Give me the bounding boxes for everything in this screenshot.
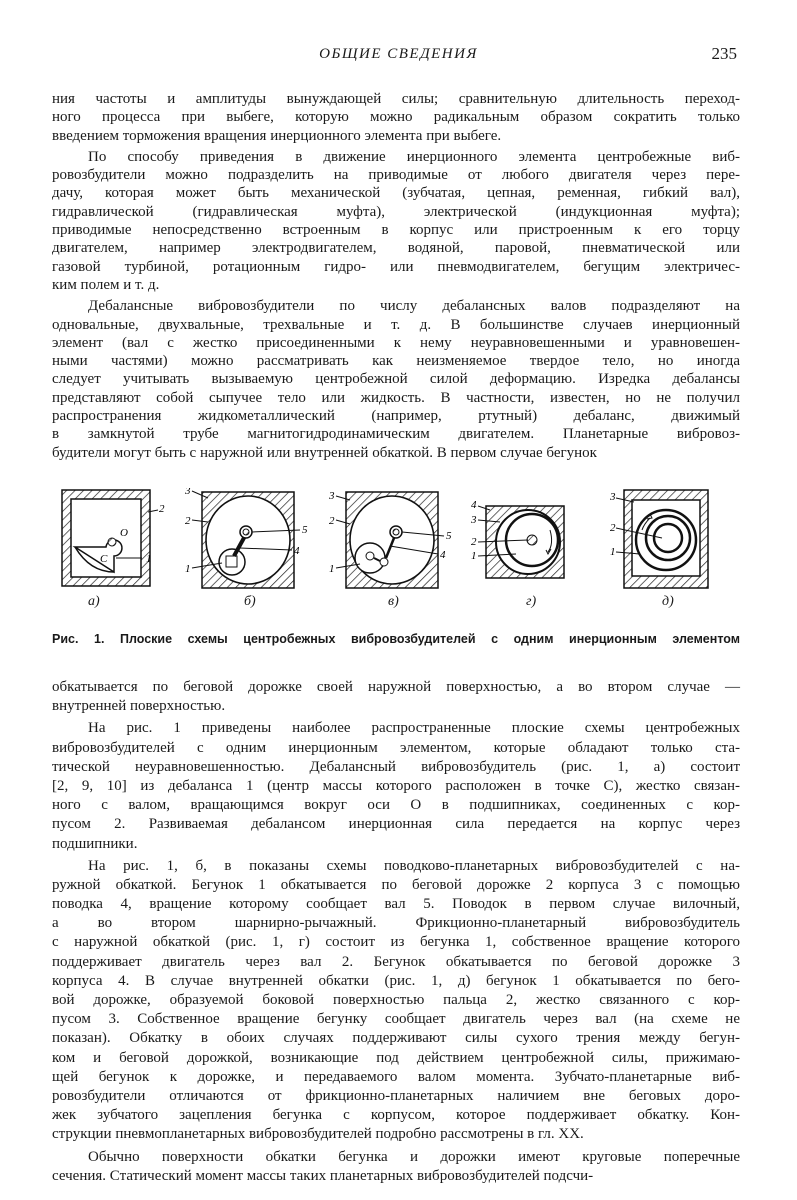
- label-3: 3: [471, 514, 477, 526]
- label-1: 1: [329, 563, 335, 575]
- text-line: Дебалансные вибровозбудители по числу дебалансных валов подразделяют на: [88, 298, 740, 315]
- text-line: ного процесса при выбеге, которую можно радикальным образом сократить только: [52, 109, 740, 126]
- text-line: дачу, которая может быть механической (зубчатая, цепная, ременная, гибкий вал),: [52, 185, 740, 202]
- label-2: 2: [185, 515, 191, 527]
- subfigure-label-g: г): [526, 594, 537, 609]
- text-line: гидравлической (гидравлическая муфта), электрической (индукционная муфта);: [52, 203, 740, 220]
- paragraph: [52, 90, 740, 145]
- label-5: 5: [446, 530, 452, 542]
- label-4: 4: [294, 545, 300, 557]
- text-line: с наружной обкаткой (рис. 1, г) состоит из бегунка 1, собственное вращение которого: [52, 934, 740, 951]
- label-1: 1: [471, 550, 477, 562]
- text-line: введением торможения вращения инерционного элемента при выбеге.: [52, 127, 502, 144]
- figure-caption: Рис. 1. Плоские схемы центробежных вибровозбудителей с одним инерционным элементом: [52, 632, 740, 646]
- text-line: обкатывается по беговой дорожке своей наружной поверхностью, а во втором случае —: [52, 679, 740, 695]
- text-line: двигателем, например электродвигателем, водяной, паровой, пневматической или: [52, 240, 740, 257]
- figure-panel-d: [610, 488, 720, 590]
- text-line: Обычно поверхности обкатки бегунка и дорожки имеют круговые поперечные: [88, 1148, 740, 1165]
- label-3: 3: [329, 490, 335, 502]
- text-line: внутренней поверхностью.: [52, 698, 226, 715]
- text-line: а во втором шарнирно-рычажный. Фрикционно-планетарный вибровозбудитель: [52, 915, 740, 932]
- figure-panel-b: [182, 488, 317, 590]
- text-line: пусом 2. Развиваемая дебалансом инерционная сила передается на корпус через: [52, 816, 740, 833]
- text-line: показан). Обкатку в обоих случаях поддерживают силы сухого трения между бегун-: [52, 1030, 740, 1047]
- text-line: в замкнутой трубе магнитогидродинамическим двигателем. Планетарные вибровоз-: [52, 426, 740, 443]
- label-2: 2: [329, 515, 335, 527]
- text-line: поводка 4, вращение которому сообщает вал 5. Поводок в первом случае вилочный,: [52, 896, 740, 913]
- text-line: ного с валом, вращающимся вокруг оси О в подшипниках, соединенных с кор-: [52, 797, 740, 814]
- label-5: 5: [302, 524, 308, 536]
- text-line: представляют собой сыпучее тело или жидкость. В частности, известен, но не получил: [52, 389, 740, 406]
- text-line: газовой турбиной, ротационным гидро- или пневмодвигателем, бегущим электричес-: [52, 258, 740, 275]
- text-line: ружной обкаткой. Бегунок 1 обкатывается по беговой дорожке 2 корпуса 3 с помощью: [52, 876, 740, 893]
- text-line: На рис. 1, б, в показаны схемы поводково-планетарных вибровозбудителей с на-: [88, 857, 740, 874]
- text-line: ными частями) можно рассматривать как неизменяемое твердое тело, но иногда: [52, 353, 740, 370]
- subfigure-label-v: в): [388, 594, 399, 609]
- label-2: 2: [610, 522, 616, 534]
- label-1: 1: [610, 546, 616, 558]
- text-line: вибровозбудителей с одним инерционным элементом, которые обладают только ста-: [52, 739, 740, 756]
- paragraph: [52, 719, 740, 853]
- text-line: тической неуравновешенностью. Дебалансный вибровозбудитель (рис. 1, а) состоит: [52, 758, 740, 775]
- label-3: 3: [185, 488, 191, 497]
- text-line: одновальные, двухвальные, трехвальные и т. д. В большинстве случаев инерционный: [52, 316, 740, 333]
- label-4: 4: [440, 549, 446, 561]
- text-line: вой дорожке, образуемой боковой поверхностью пальца 2, жестко связанного с кор-: [52, 992, 740, 1008]
- figure-panel-a: [60, 488, 170, 588]
- subfigure-label-d: д): [662, 594, 674, 609]
- text-line: ровозбудители отличаются от фрикционно-планетарных наличием вне беговых доро-: [52, 1087, 740, 1104]
- text-line: корпуса 4. В случае внутренней обкатки (рис. 1, д) бегунок 1 обкатывается по бего-: [52, 972, 740, 989]
- text-line: По способу приведения в движение инерционного элемента центробежные виб-: [88, 148, 740, 165]
- text-line: распространения жидкометаллический (например, ртутный) дебаланс, движимый: [52, 408, 740, 425]
- text-line: ким полем и т. д.: [52, 276, 160, 293]
- paragraph: [52, 678, 740, 716]
- text-line: На рис. 1 приведены наиболее распространенные плоские схемы центробежных: [88, 720, 740, 737]
- page-number: 235: [711, 44, 737, 63]
- paragraph: [52, 857, 740, 1145]
- text-line: ния частоты и амплитуды вынуждающей силы; сравнительную длительность переход-: [52, 91, 740, 107]
- paragraph: [52, 297, 740, 462]
- paragraph: [52, 148, 740, 294]
- text-line: поддерживает двигатель через вал 2. Бегунок обкатывается по беговой дорожке 3: [52, 953, 740, 970]
- label-O: О: [120, 527, 128, 539]
- text-line: щей бегунок к дорожке, и передаваемого валом момента. Зубчато-планетарные виб-: [52, 1068, 740, 1085]
- text-line: жек зубчатого зацепления бегунка с корпусом, которое поддерживает обкатку. Кон-: [52, 1107, 740, 1124]
- text-line: струкции пневмопланетарных вибровозбудителей подробно рассмотрены в гл. XX.: [52, 1126, 584, 1143]
- label-1: 1: [146, 553, 152, 565]
- text-line: сечения. Статический момент массы таких планетарных вибровозбудителей подсчи-: [52, 1167, 594, 1184]
- subfigure-label-a: а): [88, 594, 100, 609]
- text-line: ровозбудители можно подразделить на приводимые от любого двигателя через пере-: [52, 167, 740, 184]
- text-line: [2, 9, 10] из дебаланса 1 (центр массы которого расположен в точке С), жестко связан-: [52, 777, 740, 794]
- running-header: ОБЩИЕ СВЕДЕНИЯ: [319, 46, 478, 62]
- label-3: 3: [610, 491, 616, 503]
- body-text-upper: [52, 90, 740, 465]
- label-2: 2: [159, 503, 165, 515]
- text-line: элемент (вал с жестко присоединенными к нему неуравновешенными и уравновешен-: [52, 334, 740, 351]
- label-2: 2: [471, 536, 477, 548]
- text-line: ком и беговой дорожкой, возникающие под действием центробежной силы, прижимаю-: [52, 1049, 740, 1066]
- text-line: подшипники.: [52, 835, 138, 852]
- text-line: приводимые непосредственно встроенным в корпус или пристроенным к его торцу: [52, 222, 740, 239]
- figure-panel-g: [470, 488, 580, 590]
- text-line: пусом 3. Собственное вращение бегунку сообщает двигатель через вал (на схеме не: [52, 1011, 740, 1028]
- body-text-lower: [52, 678, 740, 1189]
- label-4: 4: [471, 499, 477, 511]
- figure-panel-v: [326, 488, 461, 590]
- label-1: 1: [185, 563, 191, 575]
- paragraph: [52, 1148, 740, 1186]
- subfigure-label-b: б): [244, 594, 256, 609]
- text-line: будители могут быть с наружной или внутренней обкаткой. В первом случае бегунок: [52, 444, 597, 461]
- text-line: следует учитывать вызываемую центробежной силой деформацию. Изредка дебалансы: [52, 371, 740, 388]
- label-C: С: [100, 553, 108, 565]
